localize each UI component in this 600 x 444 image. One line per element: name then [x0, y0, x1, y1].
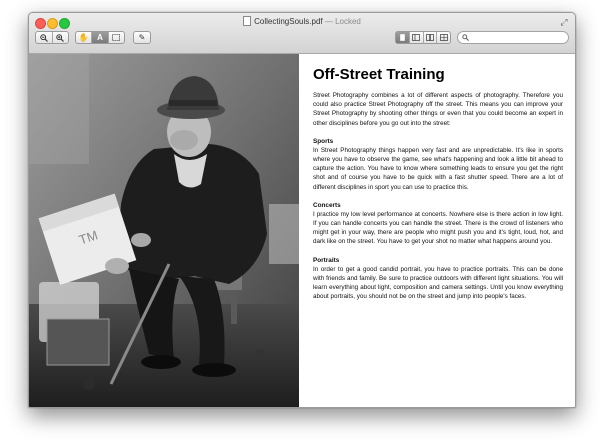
street-photo	[29, 54, 299, 407]
hand-icon: ✋	[78, 33, 89, 42]
section-body-portraits: In order to get a good candid portrait, you have to practice portraits. This can be done with friends and family. Be sure to practice outdoors with different light situations. You will learn everything about light, composition and camera settings. Until you know everything about portraits, you should not be on the street and jump into people's faces.	[313, 265, 563, 301]
search-input[interactable]	[469, 33, 562, 42]
sidebar-icon	[412, 34, 420, 41]
view-contact-sheet-button[interactable]	[437, 32, 450, 43]
annotate-button[interactable]	[133, 31, 151, 44]
photo-old-man-image	[29, 54, 299, 407]
window-title	[29, 16, 575, 26]
two-page-icon	[426, 34, 434, 41]
section-body-concerts: I practice my low level performance at concerts. Nowhere else is there action in low light. If you can handle concerts you can handle the street. There is the crowd of listeners who might get in your way, there are people who might push you and it's tight, loud, hot, and dark like on the street. You have to get your shot no matter what happens around you.	[313, 210, 563, 246]
box-label: TM	[77, 227, 100, 248]
view-single-page-button[interactable]	[396, 32, 410, 43]
zoom-out-icon	[40, 34, 48, 42]
locked-status: — Locked	[324, 17, 361, 26]
section-heading-portraits: Portraits	[313, 256, 340, 264]
section-heading-concerts: Concerts	[313, 201, 341, 209]
rect-select-button[interactable]	[109, 32, 124, 43]
zoom-in-button[interactable]	[53, 32, 69, 43]
single-page-icon	[399, 34, 406, 41]
pdf-document-icon	[243, 16, 251, 26]
tool-selector	[75, 31, 125, 44]
search-icon	[462, 34, 469, 41]
rect-select-icon	[112, 34, 120, 41]
pencil-icon: ✎	[138, 33, 146, 42]
view-sidebar-button[interactable]	[410, 32, 424, 43]
search-field[interactable]	[457, 31, 569, 44]
pdf-text-page	[299, 54, 575, 407]
fullscreen-icon[interactable]: ⤢	[560, 17, 568, 27]
contact-sheet-icon	[440, 34, 448, 41]
text-tool-button[interactable]	[92, 32, 108, 43]
view-two-page-button[interactable]	[424, 32, 438, 43]
section-heading-sports: Sports	[313, 137, 334, 145]
title-bar	[29, 13, 575, 54]
window-title-text: CollectingSouls.pdf	[254, 17, 323, 26]
zoom-controls	[35, 31, 69, 44]
hand-tool-button[interactable]	[76, 32, 92, 43]
zoom-out-button[interactable]	[36, 32, 53, 43]
preview-window	[28, 12, 576, 408]
intro-paragraph: Street Photography combines a lot of different aspects of photography. Therefore you could also practice Street Photography off the street. This means you can improve your Street Photography by shooting other things or even that you could become an expert in other disciplines before you go out into the street:	[313, 92, 563, 127]
view-mode-selector	[395, 31, 451, 44]
document-view[interactable]	[29, 54, 575, 407]
section-body-sports: In Street Photography things happen very fast and are unpredictable. It's like in sports where you have to observe the game, see what's happening and look a little bit ahead to capture the action. You have to know where something leads to ensure you get the right shot and of course you have to be quick with a fast shutter speed. There are a lot of different disciplines in sport you can use to practice this.	[313, 146, 563, 191]
zoom-in-icon	[56, 34, 64, 42]
page-title: Off-Street Training	[313, 66, 445, 83]
text-select-icon: A	[97, 33, 103, 42]
